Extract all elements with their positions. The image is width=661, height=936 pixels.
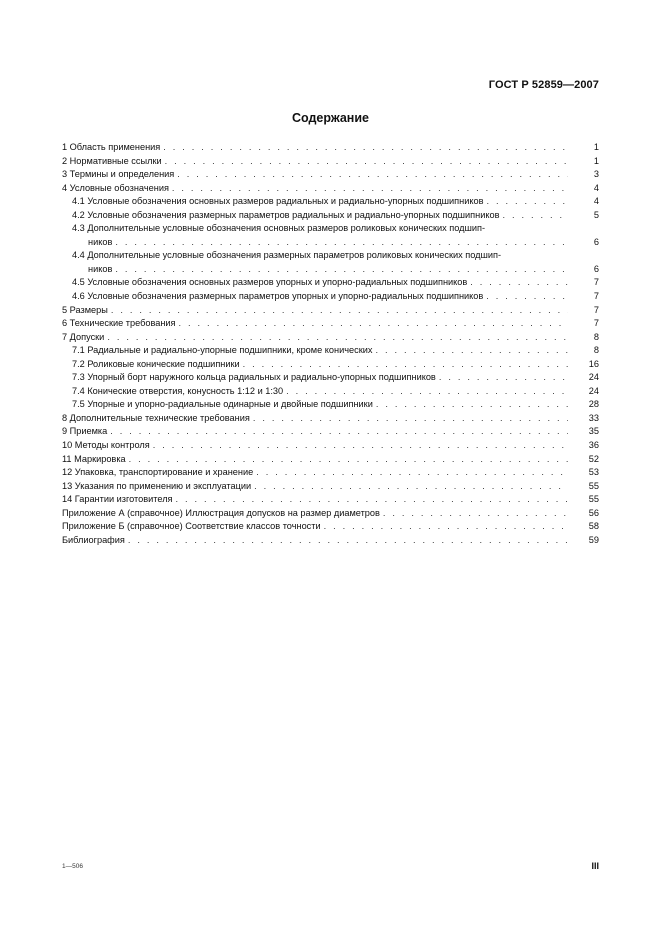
toc-entry bbox=[62, 141, 599, 155]
toc-page-number: 7 bbox=[593, 304, 599, 315]
toc-entry bbox=[62, 493, 599, 507]
toc-page-number: 6 bbox=[593, 263, 599, 274]
toc-page-number: 1 bbox=[593, 155, 599, 166]
leader-dots bbox=[254, 480, 568, 494]
toc-page-number: 24 bbox=[588, 372, 599, 383]
toc-entry bbox=[62, 249, 599, 263]
leader-dots bbox=[176, 493, 568, 507]
toc-entry bbox=[62, 371, 599, 385]
leader-dots bbox=[115, 236, 568, 250]
toc-page-number: 1 bbox=[593, 142, 599, 152]
leader-dots bbox=[129, 453, 568, 467]
toc-page-number: 4 bbox=[593, 182, 599, 193]
leader-dots bbox=[115, 263, 568, 277]
toc-entry-text: 4.5 Условные обозначения основных размеров упорных и упорно-радиальных подшипников bbox=[72, 277, 468, 288]
toc-entry bbox=[62, 195, 599, 209]
leader-dots bbox=[111, 304, 568, 318]
toc-entry-text: 7.2 Роликовые конические подшипники bbox=[72, 358, 240, 369]
toc-page-number: 35 bbox=[588, 426, 599, 437]
toc-entry-text: 7 Допуски bbox=[62, 331, 105, 342]
toc-page-number: 7 bbox=[593, 291, 599, 302]
leader-dots bbox=[107, 331, 568, 345]
leader-dots bbox=[163, 141, 568, 155]
toc-entry-text: Библиография bbox=[62, 534, 125, 545]
leader-dots bbox=[439, 371, 568, 385]
toc-page-number: 24 bbox=[588, 385, 599, 396]
toc-page-number: 5 bbox=[593, 209, 599, 220]
toc-entry-text: 5 Размеры bbox=[62, 304, 108, 315]
toc-entry-text: 10 Методы контроля bbox=[62, 440, 150, 451]
toc-entry-text: 11 Маркировка bbox=[62, 453, 126, 464]
toc-entry bbox=[62, 290, 599, 304]
leader-dots bbox=[486, 290, 568, 304]
toc-entry bbox=[62, 425, 599, 439]
toc-entry bbox=[62, 439, 599, 453]
toc-page-number: 16 bbox=[588, 358, 599, 369]
toc-entry bbox=[62, 209, 599, 223]
leader-dots bbox=[376, 398, 568, 412]
toc-entry-text: 4.4 Дополнительные условные обозначения размерных параметров роликовых конических подшип- bbox=[72, 250, 502, 261]
toc-page-number: 7 bbox=[593, 318, 599, 329]
toc-entry-text: 7.5 Упорные и упорно-радиальные одинарные и двойные подшипники bbox=[72, 399, 373, 410]
leader-dots bbox=[153, 439, 568, 453]
toc-entry-text: 4 Условные обозначения bbox=[62, 182, 169, 193]
toc-entry-continuation bbox=[62, 263, 599, 277]
toc-entry bbox=[62, 507, 599, 521]
toc-page-number: 33 bbox=[588, 412, 599, 423]
leader-dots bbox=[375, 344, 568, 358]
toc-entry bbox=[62, 412, 599, 426]
toc-entry bbox=[62, 317, 599, 331]
leader-dots bbox=[383, 507, 568, 521]
toc-entry bbox=[62, 304, 599, 318]
standard-header: ГОСТ Р 52859—2007 bbox=[488, 79, 599, 91]
leader-dots bbox=[324, 520, 568, 534]
toc-entry-text: 1 Область применения bbox=[62, 142, 161, 152]
toc-entry bbox=[62, 358, 599, 372]
toc-entry-text-cont: ников bbox=[88, 236, 113, 247]
toc-page-number: 55 bbox=[588, 480, 599, 491]
toc-entry-text: 4.3 Дополнительные условные обозначения основных размеров роликовых конических подшип- bbox=[72, 223, 486, 234]
toc-entry bbox=[62, 276, 599, 290]
toc-entry bbox=[62, 331, 599, 345]
toc-entry-text: 7.4 Конические отверстия, конусность 1:12 и 1:30 bbox=[72, 385, 284, 396]
leader-dots bbox=[486, 195, 568, 209]
toc-page-number: 55 bbox=[588, 494, 599, 505]
toc-entry-text: 14 Гарантии изготовителя bbox=[62, 494, 173, 505]
leader-dots bbox=[128, 534, 568, 548]
leader-dots bbox=[243, 358, 568, 372]
toc-entry bbox=[62, 398, 599, 412]
toc-entry-text-cont: ников bbox=[88, 263, 113, 274]
leader-dots bbox=[172, 182, 568, 196]
toc-entry bbox=[62, 520, 599, 534]
leader-dots bbox=[110, 425, 568, 439]
toc-page-number: 3 bbox=[593, 169, 599, 180]
print-mark: 1—506 bbox=[62, 863, 83, 870]
toc-entry-text: 4.2 Условные обозначения размерных параметров радиальных и радиально-упорных подшипников bbox=[72, 209, 500, 220]
leader-dots bbox=[253, 412, 568, 426]
leader-dots bbox=[502, 209, 568, 223]
toc-entry bbox=[62, 385, 599, 399]
leader-dots bbox=[165, 155, 568, 169]
toc-entry-text: 13 Указания по применению и эксплуатации bbox=[62, 480, 252, 491]
page-title: Содержание bbox=[291, 111, 369, 125]
toc-page-number: 28 bbox=[588, 399, 599, 410]
toc-entry-text: 4.1 Условные обозначения основных размеров радиальных и радиально-упорных подшипников bbox=[72, 196, 484, 207]
toc-entry-text: 2 Нормативные ссылки bbox=[62, 155, 162, 166]
toc-entry-text: 8 Дополнительные технические требования bbox=[62, 412, 250, 423]
toc-entry-text: 4.6 Условные обозначения размерных параметров упорных и упорно-радиальных подшипников bbox=[72, 291, 484, 302]
toc-entry bbox=[62, 222, 599, 236]
toc-entry-continuation bbox=[62, 236, 599, 250]
toc-entry-text: 6 Технические требования bbox=[62, 318, 176, 329]
leader-dots bbox=[470, 276, 568, 290]
leader-dots bbox=[177, 168, 568, 182]
toc-page-number: 8 bbox=[593, 331, 599, 342]
toc-page-number: 52 bbox=[588, 453, 599, 464]
toc-page-number: 56 bbox=[588, 507, 599, 518]
toc-entry bbox=[62, 480, 599, 494]
leader-dots bbox=[286, 385, 568, 399]
toc-entry bbox=[62, 344, 599, 358]
toc-entry-text: 3 Термины и определения bbox=[62, 169, 175, 180]
toc-page-number: 8 bbox=[593, 345, 599, 356]
toc-page-number: 7 bbox=[593, 277, 599, 288]
toc-page-number: 59 bbox=[588, 534, 599, 545]
toc-entry-text: 7.1 Радиальные и радиально-упорные подшипники, кроме конических bbox=[72, 345, 373, 356]
leader-dots bbox=[179, 317, 568, 331]
toc-entry bbox=[62, 534, 599, 548]
toc-entry bbox=[62, 453, 599, 467]
toc-entry-text: 9 Приемка bbox=[62, 426, 108, 437]
toc-page-number: 53 bbox=[588, 467, 599, 478]
toc-entry-text: 7.3 Упорный борт наружного кольца радиальных и радиально-упорных подшипников bbox=[72, 372, 436, 383]
toc-entry-text: Приложение Б (справочное) Соответствие классов точности bbox=[62, 521, 321, 532]
toc-page-number: 58 bbox=[588, 521, 599, 532]
toc-page-number: 4 bbox=[593, 196, 599, 207]
toc-entry-text: 12 Упаковка, транспортирование и хранение bbox=[62, 467, 254, 478]
table-of-contents bbox=[62, 141, 599, 547]
toc-page-number: 36 bbox=[588, 440, 599, 451]
page-number: III bbox=[591, 861, 599, 871]
toc-entry bbox=[62, 168, 599, 182]
toc-entry-text: Приложение А (справочное) Иллюстрация допусков на размер диаметров bbox=[62, 507, 380, 518]
toc-entry bbox=[62, 155, 599, 169]
toc-entry bbox=[62, 182, 599, 196]
toc-page-number: 6 bbox=[593, 236, 599, 247]
leader-dots bbox=[256, 466, 568, 480]
toc-entry bbox=[62, 466, 599, 480]
